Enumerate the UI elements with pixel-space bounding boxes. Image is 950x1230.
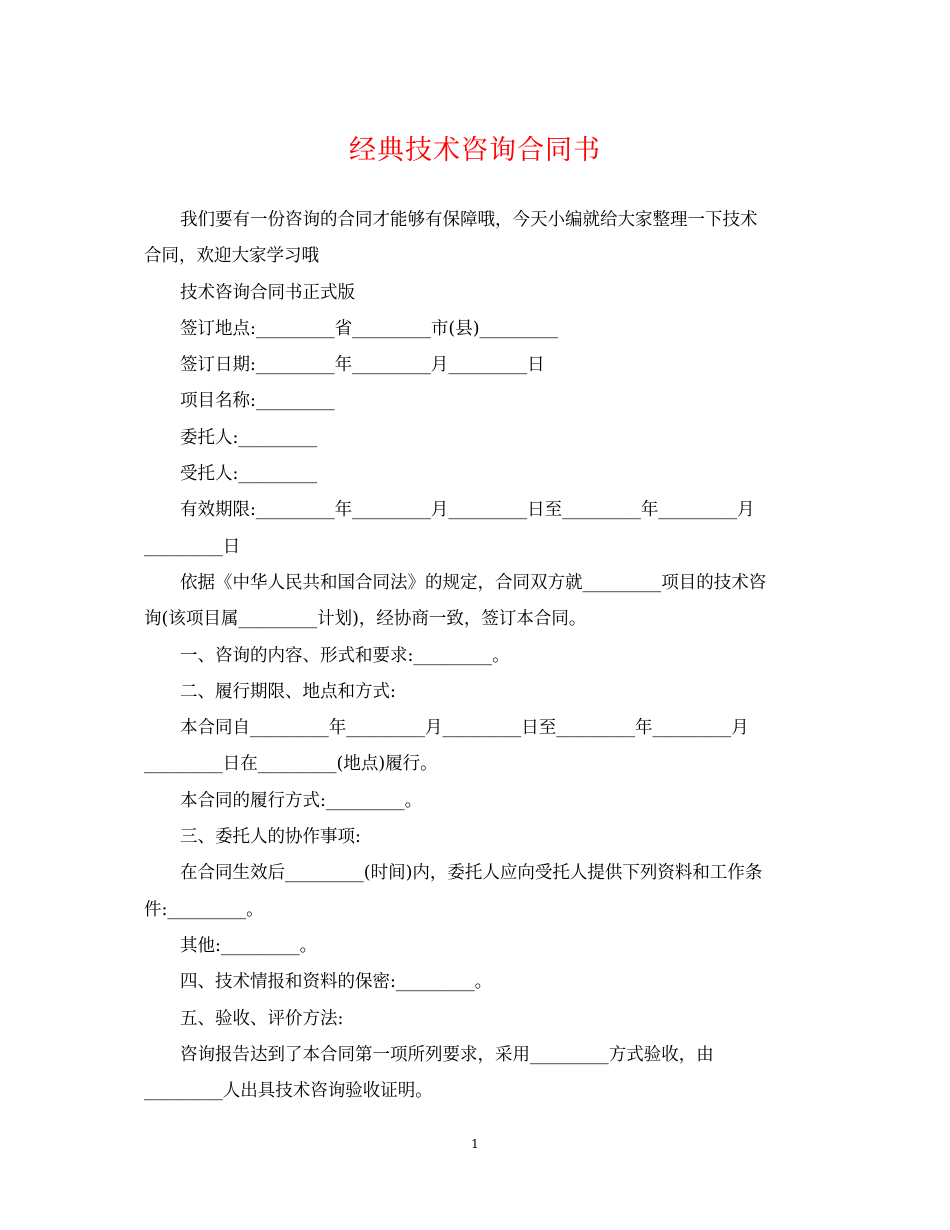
paragraph-line: 项目名称:_________: [180, 391, 335, 412]
paragraph-line: 受托人:_________: [180, 464, 318, 485]
paragraph-line: 一、咨询的内容、形式和要求:_________。: [180, 645, 510, 666]
paragraph-line: 五、验收、评价方法:: [180, 1008, 344, 1029]
paragraph-line: 咨询报告达到了本合同第一项所列要求，采用_________方式验收，由: [180, 1044, 714, 1065]
paragraph-line: 签订日期:_________年_________月_________日: [180, 355, 545, 376]
paragraph-line: 依据《中华人民共和国合同法》的规定，合同双方就_________项目的技术咨: [180, 572, 767, 593]
paragraph-line: 三、委托人的协作事项:: [180, 827, 361, 848]
paragraph-line: 签订地点:_________省_________市(县)_________: [180, 318, 559, 339]
paragraph-line: 二、履行期限、地点和方式:: [180, 681, 396, 702]
paragraph-line: 本合同的履行方式:_________。: [180, 790, 423, 811]
paragraph-line: 件:_________。: [144, 899, 264, 920]
paragraph-line: 合同，欢迎大家学习哦: [144, 246, 319, 267]
paragraph-line: _________日: [144, 536, 241, 557]
document-title: 经典技术咨询合同书: [349, 135, 601, 166]
paragraph-line: 技术咨询合同书正式版: [180, 282, 355, 303]
paragraph-line: 询(该项目属_________计划)，经协商一致，签订本合同。: [144, 609, 587, 630]
paragraph-line: 本合同自_________年_________月_________日至_________年_________月: [180, 718, 749, 739]
document-body: [144, 202, 810, 1109]
page-number: 1: [471, 1137, 479, 1151]
paragraph-line: 其他:_________。: [180, 935, 318, 956]
paragraph-line: 有效期限:_________年_________月_________日至_________年_________月: [180, 500, 755, 521]
paragraph-line: 我们要有一份咨询的合同才能够有保障哦，今天小编就给大家整理一下技术: [180, 210, 758, 230]
paragraph-line: _________日在_________(地点)履行。: [144, 754, 438, 775]
paragraph-line: 委托人:_________: [180, 427, 318, 448]
paragraph-line: 在合同生效后_________(时间)内，委托人应向受托人提供下列资料和工作条: [180, 863, 763, 884]
paragraph-line: _________人出具技术咨询验收证明。: [144, 1081, 433, 1102]
paragraph-line: 四、技术情报和资料的保密:_________。: [180, 972, 493, 993]
